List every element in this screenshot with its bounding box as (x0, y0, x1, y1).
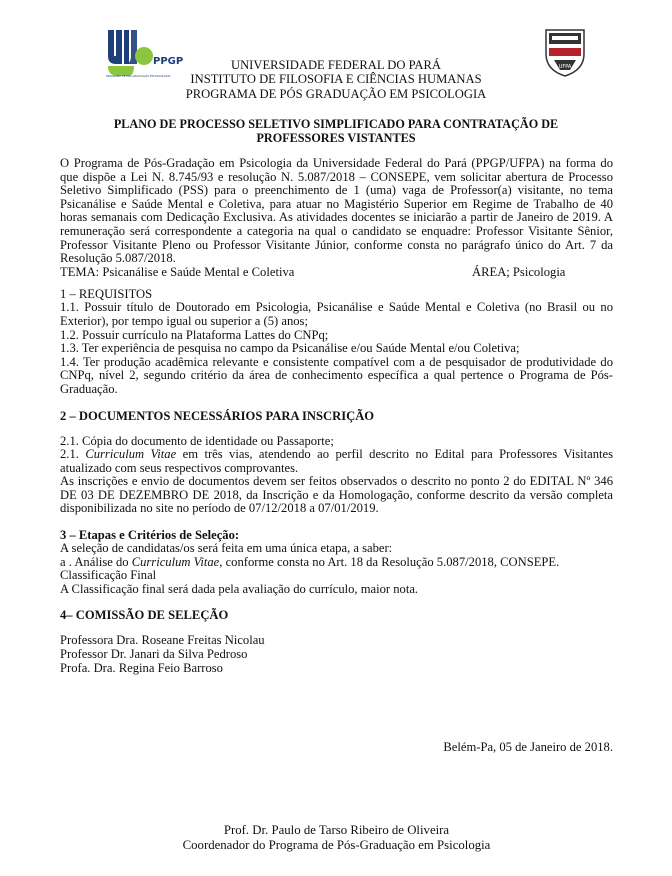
selection-line-2 (60, 556, 613, 570)
document-body (60, 157, 613, 675)
selection-line-2-prefix: a . Análise do (60, 554, 132, 569)
requirement-1-1: 1.1. Possuir título de Doutorado em Psicologia, Psicanálise e Saúde Mental e Coletiva (no Brasil ou no Exterior), por tempo igual ou superior a (5) anos; (60, 300, 613, 328)
requirement-1-3: 1.3. Ter experiência de pesquisa no campo da Psicanálise e/ou Saúde Mental e/ou Coletiva; (60, 341, 520, 356)
title-line-1: PLANO DE PROCESSO SELETIVO SIMPLIFICADO PARA CONTRATAÇÃO DE (113, 117, 559, 131)
curriculum-vitae-term: Curriculum Vitae (85, 447, 177, 462)
tema-text: TEMA: Psicanálise e Saúde Mental e Coletiva (60, 264, 295, 279)
document-2-1-cv-prefix: 2.1. (60, 447, 86, 462)
committee-member-2: Professor Dr. Janari da Silva Pedroso (60, 647, 248, 662)
section-4-heading: 4– COMISSÃO DE SELEÇÃO (60, 608, 229, 623)
selection-cv-term: Curriculum Vitae, (131, 554, 223, 569)
section-1-heading: 1 – REQUISITOS (60, 286, 153, 301)
requirement-1-2: 1.2. Possuir currículo na Plataforma Lattes do CNPq; (60, 327, 329, 342)
requirement-1-4: 1.4. Ter produção acadêmica relevante e consistente compatível com a de pesquisador de produtividade do CNPq, nível 2, segundo critério da área de conhecimento específica a qual pertence o Programa de Pós-Graduação. (60, 354, 613, 396)
document-date: Belém-Pa, 05 de Janeiro de 2018. (443, 740, 613, 754)
selection-line-4: A Classificação final será dada pela avaliação do currículo, maior nota. (60, 581, 419, 596)
ppgp-logo-caption: PROGRAMA DE PÓS-GRADUAÇÃO EM PSICOLOGIA (106, 75, 171, 78)
header-program: PROGRAMA DE PÓS GRADUAÇÃO EM PSICOLOGIA (185, 86, 487, 101)
selection-line-3: Classificação Final (60, 568, 157, 583)
signature-role: Coordenador do Programa de Pós-Graduação em Psicologia (182, 838, 491, 853)
document-2-1-cv (60, 448, 613, 475)
document-title (60, 117, 612, 145)
header-institute: INSTITUTO DE FILOSOFIA E CIÊNCIAS HUMANAS (190, 72, 482, 87)
title-line-2: PROFESSORES VISTANTES (256, 131, 416, 146)
committee-member-1: Professora Dra. Roseane Freitas Nicolau (60, 633, 265, 648)
document-2-1-cv-suffix: em três vias, atendendo ao perfil descrito no Edital para Professores Visitantes atualizado com seus respectivos comprovantes. (60, 447, 613, 475)
ppgp-logo-text: PPGP (153, 56, 184, 67)
committee-member-3: Profa. Dra. Regina Feio Barroso (60, 660, 223, 675)
tema-area-row (60, 266, 613, 280)
section-2-heading: 2 – DOCUMENTOS NECESSÁRIOS PARA INSCRIÇÃO (60, 408, 375, 423)
selection-line-1: A seleção de candidatas/os será feita em uma única etapa, a saber: (60, 541, 393, 556)
signature-name: Prof. Dr. Paulo de Tarso Ribeiro de Oliveira (223, 823, 450, 837)
selection-line-2-suffix: conforme consta no Art. 18 da Resolução 5.087/2018, CONSEPE. (222, 554, 560, 569)
inscription-note: As inscrições e envio de documentos devem ser feitos observados o descrito no ponto 2 do EDITAL Nº 346 DE 03 DE DEZEMBRO DE 2018, da Inscrição e da Homologação, conforme descrito da versão completa disponibilizada no site no período de 07/12/2018 a 07/01/2019. (60, 474, 613, 516)
ufpa-seal-icon (540, 24, 590, 78)
section-3-heading: 3 – Etapas e Critérios de Seleção: (60, 528, 240, 543)
header-university: UNIVERSIDADE FEDERAL DO PARÁ (230, 58, 442, 72)
ufpa-seal-text: UFPA (558, 64, 572, 70)
signature-block (60, 823, 613, 853)
document-2-1: 2.1. Cópia do documento de identidade ou Passaporte; (60, 433, 334, 448)
area-text: ÁREA; Psicologia (472, 264, 566, 279)
intro-paragraph: O Programa de Pós-Gradação em Psicologia da Universidade Federal do Pará (PPGP/UFPA) na forma do que dispõe a Lei N. 8.745/93 e resolução N. 5.087/2018 – CONSEPE, vem solicitar abertura de Processo Seletivo Simplificado (PSS) para o preenchimento de 1 (uma) vaga de Professor(a) visitante, no tema Psicanálise e Saúde Mental e Coletiva, para atuar no Magistério Superior em Regime de Trabalho de 40 horas semanais com Dedicação Exclusiva. As atividades docentes se iniciarão a partir de Janeiro de 2019. A remuneração será correspondente a categoria na qual o candidato se enquadre: Professor Visitante Sênior, Professor Visitante Pleno ou Professor Visitante Júnior, conforme consta no parágrafo único do Art. 7 da Resolução 5.087/2018. (60, 156, 613, 266)
institution-header (180, 58, 492, 101)
